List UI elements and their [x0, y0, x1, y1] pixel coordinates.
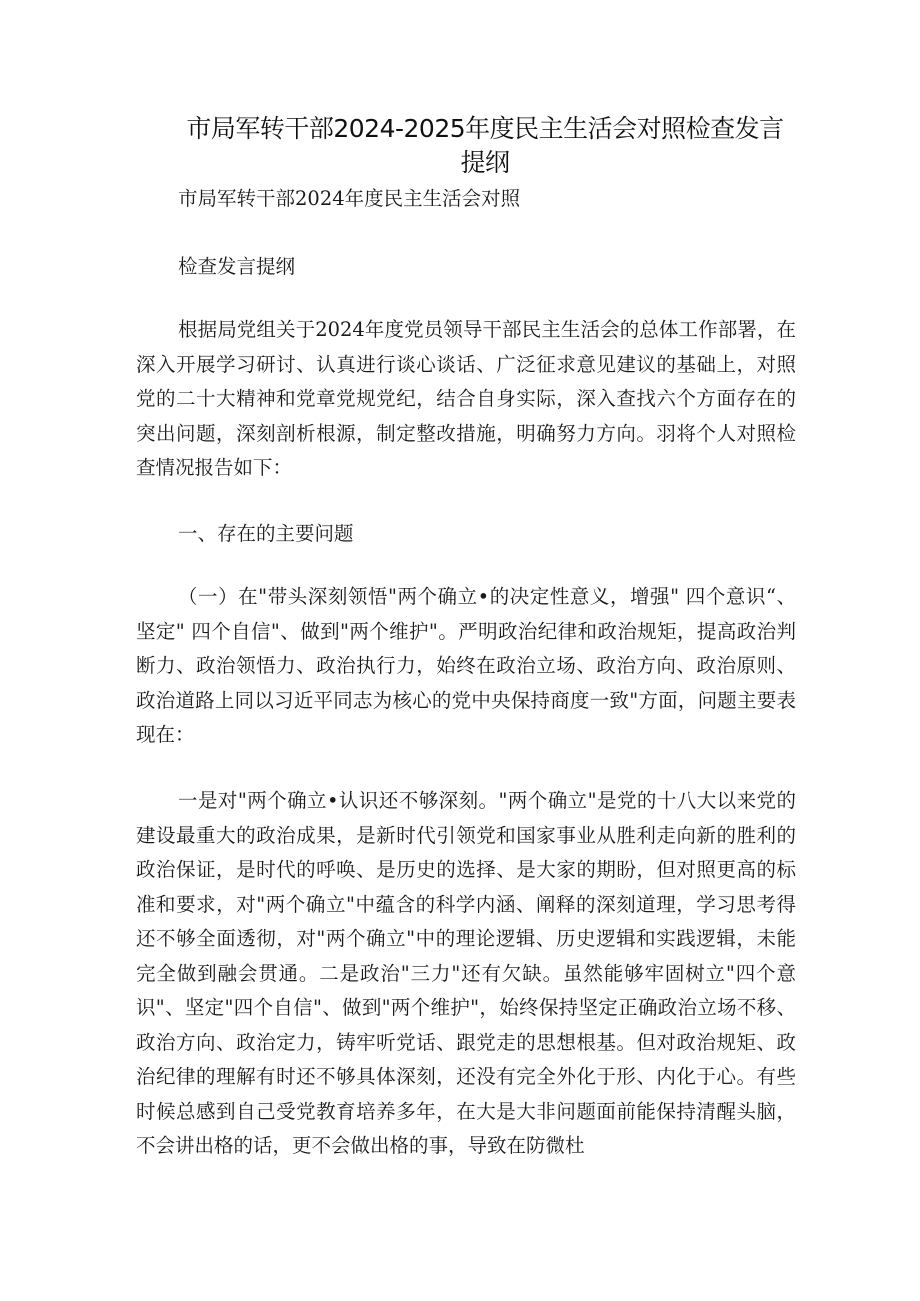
- title-line-1: 市局军转干部2024-2025年度民主生活会对照检查发言: [186, 114, 784, 143]
- subtitle-line-1: 市局军转干部2024年度民主生活会对照: [178, 187, 521, 210]
- section-heading: 一、存在的主要问题: [178, 522, 354, 545]
- intro-paragraph: 根据局党组关于2024年度党员领导干部民主生活会的总体工作部署，在深入开展学习研讨、认真进行谈心谈话、广泛征求意见建议的基础上，对照党的二十大精神和党章党规党纪，结合自身实际，深入查找六个方面存在的突出问题，深刻剖析根源，制定整改措施，明确努力方向。羽将个人对照检查情况报告如下：: [136, 318, 796, 479]
- subtitle-line-2: 检查发言提纲: [178, 255, 296, 278]
- document-title: [160, 112, 810, 180]
- title-line-2: 提纲: [460, 148, 510, 177]
- subsection-paragraph: （一）在"带头深刻领悟"两个确立•的决定性意义，增强" 四个意识“、坚定" 四个自信"、做到"两个维护"。严明政治纪律和政治规矩，提高政治判断力、政治领悟力、政治执行力，始终在政治立场、政治方向、政治原则、政治道路上同以习近平同志为核心的党中央保持商度一致"方面，问题主要表现在：: [136, 585, 796, 746]
- point-paragraph: 一是对"两个确立•认识还不够深刻。"两个确立"是党的十八大以来党的建设最重大的政治成果，是新时代引领党和国家事业从胜利走向新的胜利的政治保证，是时代的呼唤、是历史的选择、是大家的期盼，但对照更高的标准和要求，对"两个确立"中蕴含的科学内涵、阐释的深刻道理，学习思考得还不够全面透彻，对"两个确立"中的理论逻辑、历史逻辑和实践逻辑，未能完全做到融会贯通。二是政治"三力"还有欠缺。虽然能够牢固树立"四个意识"、坚定"四个自信"、做到"两个维护"，始终保持坚定正确政治立场不移、政治方向、政治定力，铸牢听党话、跟党走的思想根基。但对政治规矩、政治纪律的理解有时还不够具体深刻，还没有完全外化于形、内化于心。有些时候总感到自己受党教育培养多年，在大是大非问题面前能保持清醒头脑，不会讲出格的话，更不会做出格的事，导致在防微杜: [136, 789, 796, 1157]
